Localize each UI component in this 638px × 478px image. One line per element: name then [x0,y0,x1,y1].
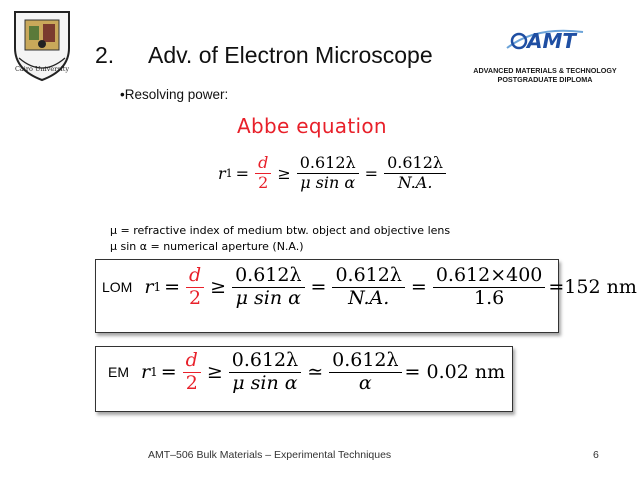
definition-na: μ sin α = numerical aperture (N.A.) [110,240,304,253]
lom-label: LOM [102,279,133,296]
cairo-university-logo [9,8,75,84]
fraction-numerator: d [186,266,204,288]
approx-sign: ≃ [307,361,324,384]
definition-mu: μ = refractive index of medium btw. object and objective lens [110,224,451,237]
page-number: 6 [593,449,599,461]
fraction-numerator: d [255,155,271,174]
svg-text:Cairo University: Cairo University [14,65,70,73]
equals-sign: = [235,163,250,183]
amt-caption-line2: POSTGRADUATE DIPLOMA [497,75,593,84]
r-symbol: r [144,276,154,299]
fraction-denominator: N.A. [348,286,390,309]
fraction-numerator: 0.612λ [329,351,401,373]
lom-formula-box [95,259,637,333]
amt-caption [470,66,620,84]
fraction-na [332,266,404,309]
fraction-denominator: 2 [185,371,198,394]
svg-text:AMT: AMT [527,29,577,53]
fraction-numerator: d [183,351,201,373]
lom-result: =152 nm [548,276,637,299]
fraction-denominator: α [358,371,372,394]
bullet-resolving-power: •Resolving power: [120,87,229,102]
fraction-mu-sin [229,351,301,394]
em-formula-box [95,346,513,412]
title-number: 2. [95,42,115,68]
d-over-2 [186,266,204,309]
equals-sign: = [164,276,180,299]
amt-caption-line1: ADVANCED MATERIALS & TECHNOLOGY [473,66,617,75]
fraction-mu-sin [297,155,359,192]
definitions [110,223,450,255]
abbe-formula [218,155,449,192]
fraction-denominator: μ sin α [300,172,356,192]
d-over-2 [183,351,201,394]
ge-sign: ≥ [277,163,291,183]
r-subscript: 1 [150,365,158,380]
r-symbol: r [141,361,151,384]
fraction-denominator: N.A. [397,172,433,192]
fraction-na [384,155,446,192]
fraction-value [433,266,546,309]
em-label: EM [108,364,129,381]
fraction-denominator: 1.6 [473,286,505,309]
fraction-denominator: μ sin α [232,371,298,394]
fraction-mu-sin [232,266,304,309]
equals-sign: = [410,276,427,299]
fraction-numerator: 0.612λ [332,266,404,288]
fraction-numerator: 0.612λ [384,155,446,174]
r-subscript: 1 [153,280,162,295]
fraction-numerator: 0.612λ [232,266,304,288]
em-result: = 0.02 nm [404,361,506,384]
equals-sign: = [160,361,177,384]
title-text: Adv. of Electron Microscope [148,42,433,68]
lom-formula [102,266,637,309]
footer-course: AMT–506 Bulk Materials – Experimental Techniques [148,449,392,461]
fraction-numerator: 0.612λ [297,155,359,174]
fraction-numerator: 0.612λ [229,351,301,373]
equals-sign: = [310,276,327,299]
d-over-2 [255,155,271,192]
abbe-heading: Abbe equation [237,114,387,138]
amt-logo [505,22,585,58]
r-subscript: 1 [225,166,233,180]
slide-title [95,42,433,69]
ge-sign: ≥ [210,276,227,299]
fraction-denominator: μ sin α [235,286,301,309]
em-formula [108,351,505,394]
fraction-denominator: 2 [258,172,269,192]
equals-sign: = [364,163,379,183]
fraction-alpha [329,351,401,394]
r-symbol: r [218,163,226,183]
ge-sign: ≥ [206,361,223,384]
fraction-denominator: 2 [189,286,202,309]
fraction-numerator: 0.612×400 [433,266,546,288]
